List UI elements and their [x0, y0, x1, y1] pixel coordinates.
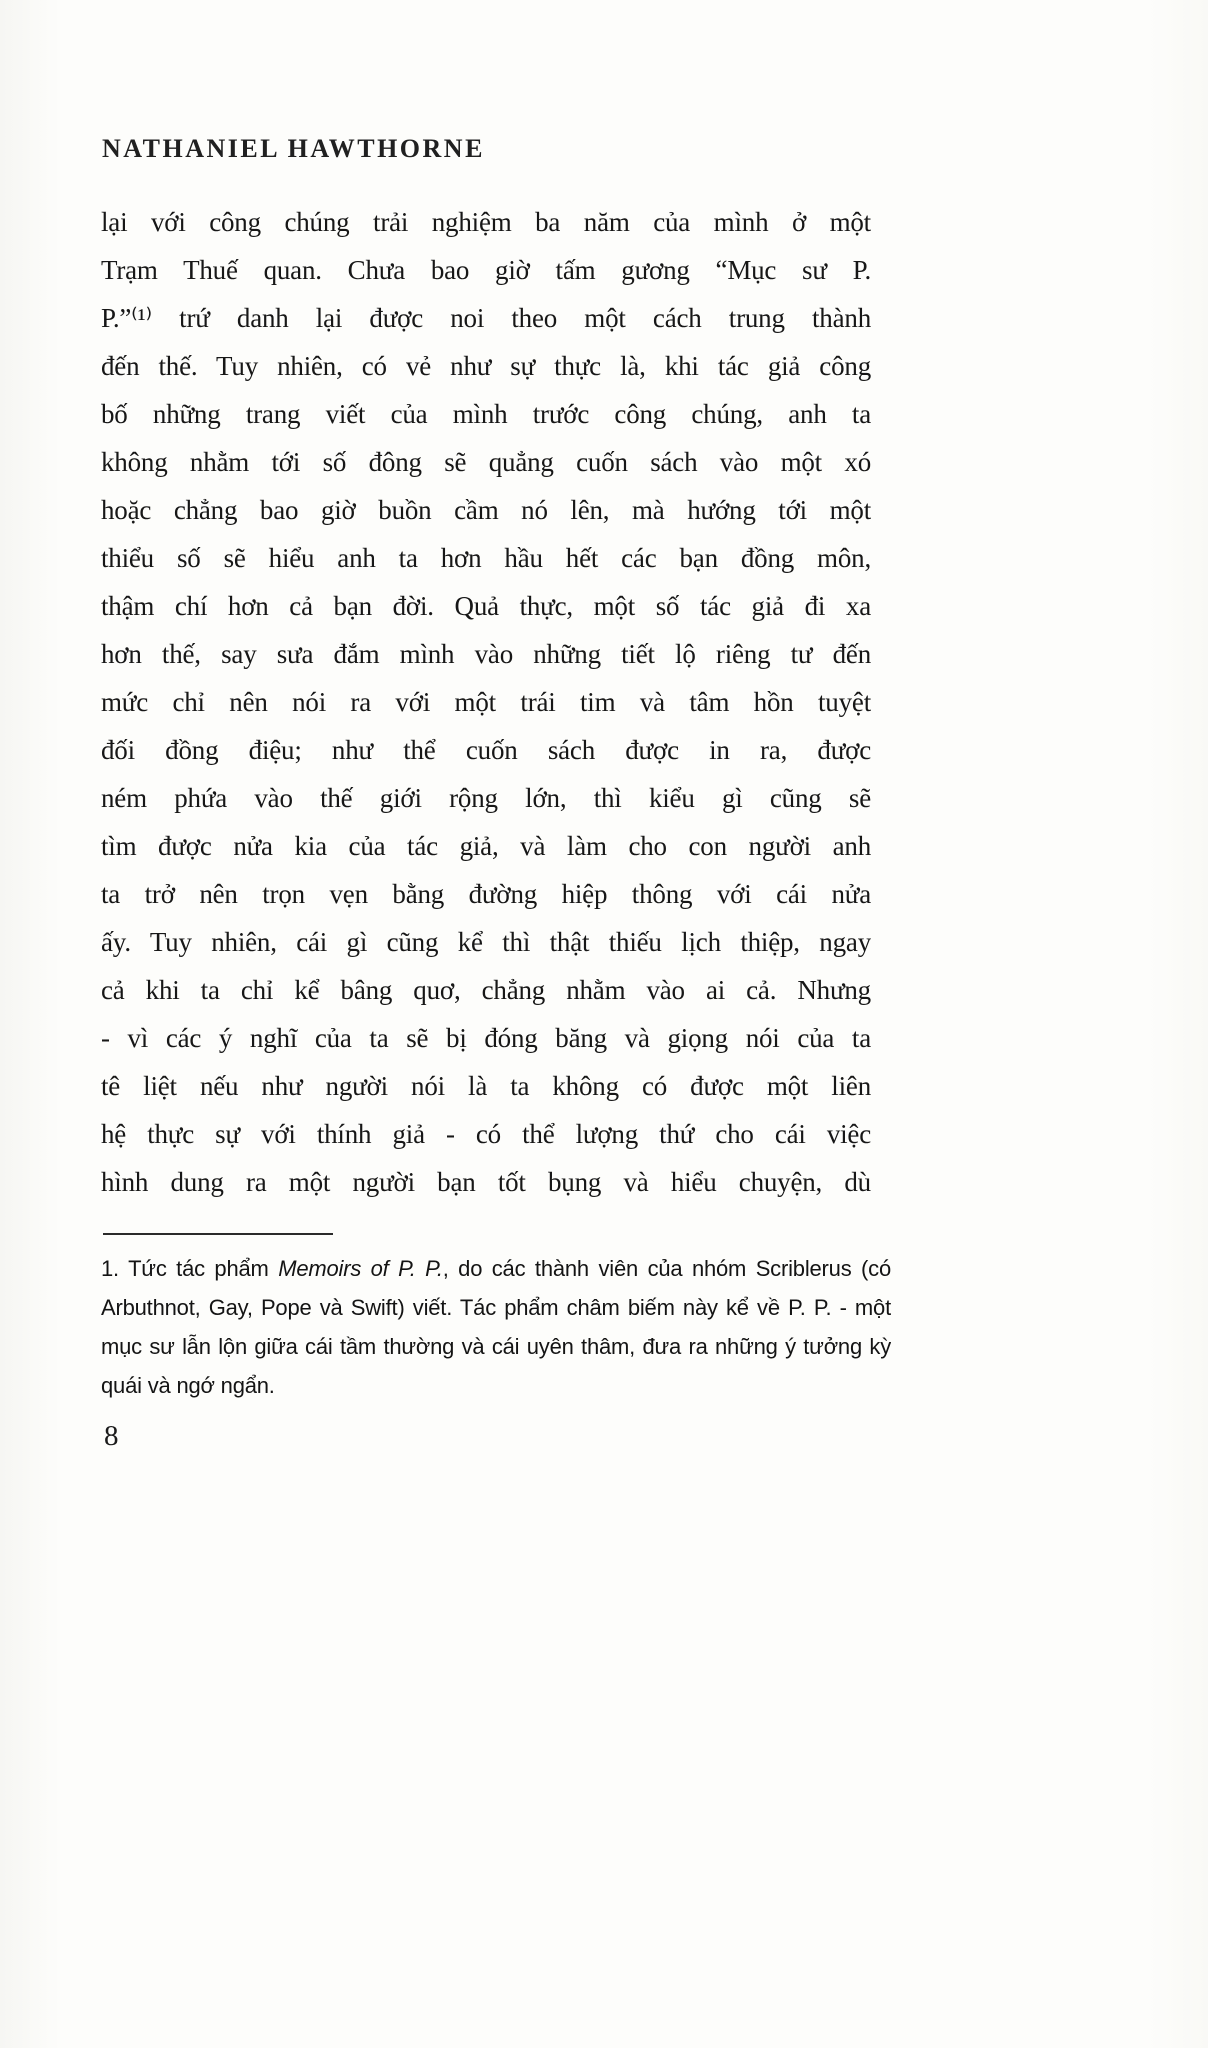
footnote-line: mục sư lẫn lộn giữa cái tầm thường và cái uyên thâm, đưa ra những ý tưởng kỳ [101, 1334, 891, 1359]
body-line: ném phứa vào thế giới rộng lớn, thì kiểu gì cũng sẽ [101, 783, 871, 813]
footnote-marker-text: 1. Tức tác phẩm [101, 1256, 279, 1281]
body-line: P.”⁽¹⁾ trứ danh lại được noi theo một cách trung thành [101, 303, 871, 333]
body-line: hình dung ra một người bạn tốt bụng và hiểu chuyện, dù [101, 1167, 871, 1197]
body-line: đối đồng điệu; như thể cuốn sách được in ra, được [101, 735, 871, 765]
footnote-line: quái và ngớ ngẩn. [101, 1373, 275, 1398]
body-line: tìm được nửa kia của tác giả, và làm cho con người anh [101, 831, 871, 861]
body-line: cả khi ta chỉ kể bâng quơ, chẳng nhằm vào ai cả. Nhưng [101, 975, 871, 1005]
body-line: thiểu số sẽ hiểu anh ta hơn hầu hết các bạn đồng môn, [101, 543, 871, 573]
body-line: hệ thực sự với thính giả - có thể lượng thứ cho cái việc [101, 1119, 871, 1149]
footnote-divider [103, 1233, 333, 1235]
page-number: 8 [104, 1420, 119, 1452]
footnote-line [101, 1249, 891, 1288]
footnote [101, 1249, 891, 1405]
body-line: tê liệt nếu như người nói là ta không có được một liên [101, 1071, 871, 1101]
footnote-line-rest: , do các thành viên của nhóm Scriblerus (có [442, 1256, 891, 1281]
body-line: hơn thế, say sưa đắm mình vào những tiết lộ riêng tư đến [101, 639, 871, 669]
body-line: - vì các ý nghĩ của ta sẽ bị đóng băng và giọng nói của ta [101, 1023, 871, 1053]
body-line: thậm chí hơn cả bạn đời. Quả thực, một số tác giả đi xa [101, 591, 871, 621]
body-line: ấy. Tuy nhiên, cái gì cũng kể thì thật thiếu lịch thiệp, ngay [101, 927, 871, 957]
footnote-work-title: Memoirs of P. P. [278, 1256, 443, 1281]
body-text [101, 198, 871, 1206]
body-line: không nhằm tới số đông sẽ quẳng cuốn sách vào một xó [101, 447, 871, 477]
body-line: Trạm Thuế quan. Chưa bao giờ tấm gương “Mục sư P. [101, 255, 871, 285]
body-line: hoặc chẳng bao giờ buồn cầm nó lên, mà hướng tới một [101, 495, 871, 525]
body-line: lại với công chúng trải nghiệm ba năm của mình ở một [101, 207, 871, 237]
author-running-header: NATHANIEL HAWTHORNE [102, 134, 485, 163]
body-line: mức chỉ nên nói ra với một trái tim và tâm hồn tuyệt [101, 687, 871, 717]
footnote-line: Arbuthnot, Gay, Pope và Swift) viết. Tác phẩm châm biếm này kể về P. P. - một [101, 1295, 891, 1320]
body-line: ta trở nên trọn vẹn bằng đường hiệp thông với cái nửa [101, 879, 871, 909]
body-line: bố những trang viết của mình trước công chúng, anh ta [101, 399, 871, 429]
body-line: đến thế. Tuy nhiên, có vẻ như sự thực là, khi tác giả công [101, 351, 871, 381]
